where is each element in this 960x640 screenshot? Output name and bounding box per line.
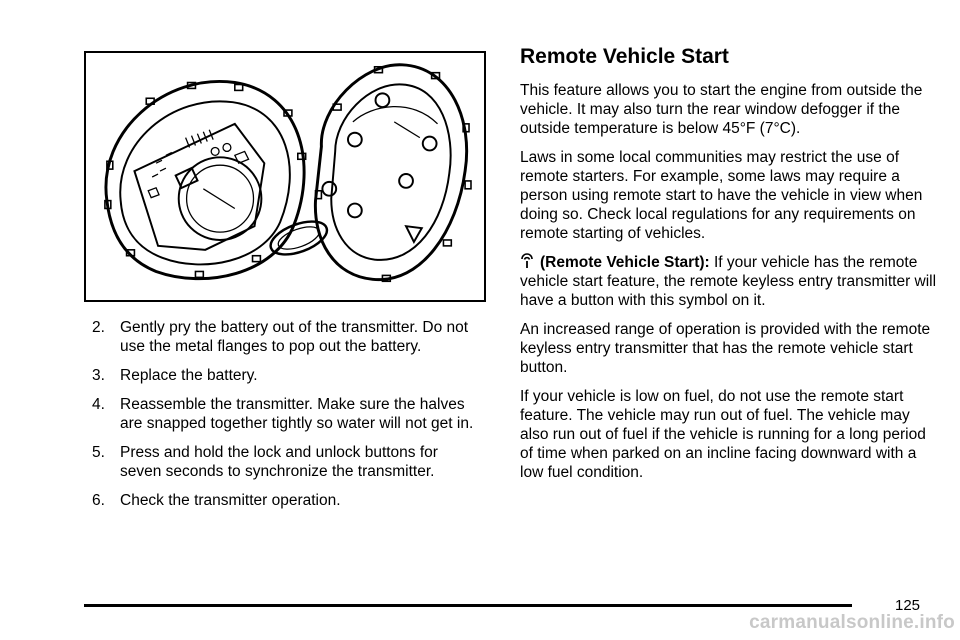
remote-start-label: (Remote Vehicle Start): xyxy=(540,254,710,271)
transmitter-illustration xyxy=(84,51,486,302)
step-item xyxy=(92,318,477,356)
section-title: Remote Vehicle Start xyxy=(520,45,729,68)
step-text: Gently pry the battery out of the transmitter. Do not use the metal flanges to pop out the battery. xyxy=(120,319,469,355)
section-paragraph: If your vehicle is low on fuel, do not use the remote start feature. The vehicle may run out of fuel. The vehicle may also run out of fuel if the vehicle is running for a long period of time when parked on an incline facing downward with a low fuel condition. xyxy=(520,388,926,481)
step-item xyxy=(92,395,477,433)
remote-start-button-note xyxy=(520,253,940,310)
step-item xyxy=(92,491,477,510)
steps-list xyxy=(92,318,477,520)
step-text: Replace the battery. xyxy=(120,367,258,384)
section-paragraph: An increased range of operation is provided with the remote keyless entry transmitter that has the remote vehicle start button. xyxy=(520,321,931,376)
step-number: 2. xyxy=(92,319,105,336)
remote-start-icon xyxy=(520,253,534,269)
step-text: Check the transmitter operation. xyxy=(120,492,341,509)
watermark: carmanualsonline.info xyxy=(749,612,955,633)
step-number: 3. xyxy=(92,367,105,384)
step-number: 4. xyxy=(92,396,105,413)
section-paragraph: Laws in some local communities may restrict the use of remote starters. For example, some laws may require a person using remote start to have the vehicle in view when doing so. Check local regulations for any requirements on remote starting of vehicles. xyxy=(520,149,923,242)
step-item xyxy=(92,366,477,385)
footer-rule xyxy=(84,604,852,607)
step-item xyxy=(92,443,477,481)
section-paragraph: This feature allows you to start the engine from outside the vehicle. It may also turn the rear window defogger if the outside temperature is below 45°F (7°C). xyxy=(520,82,923,137)
remote-start-note-text: If your vehicle has the remote vehicle start feature, the remote keyless entry transmitter will have a button with this symbol on it. xyxy=(520,254,937,309)
step-number: 5. xyxy=(92,444,105,461)
keyless-transmitter-battery-illustration-icon xyxy=(86,53,484,300)
step-text: Press and hold the lock and unlock buttons for seven seconds to synchronize the transmitter. xyxy=(120,444,438,480)
step-text: Reassemble the transmitter. Make sure the halves are snapped together tightly so water will not get in. xyxy=(120,396,474,432)
page-number: 125 xyxy=(895,597,921,614)
step-number: 6. xyxy=(92,492,105,509)
remote-start-section xyxy=(520,44,940,492)
